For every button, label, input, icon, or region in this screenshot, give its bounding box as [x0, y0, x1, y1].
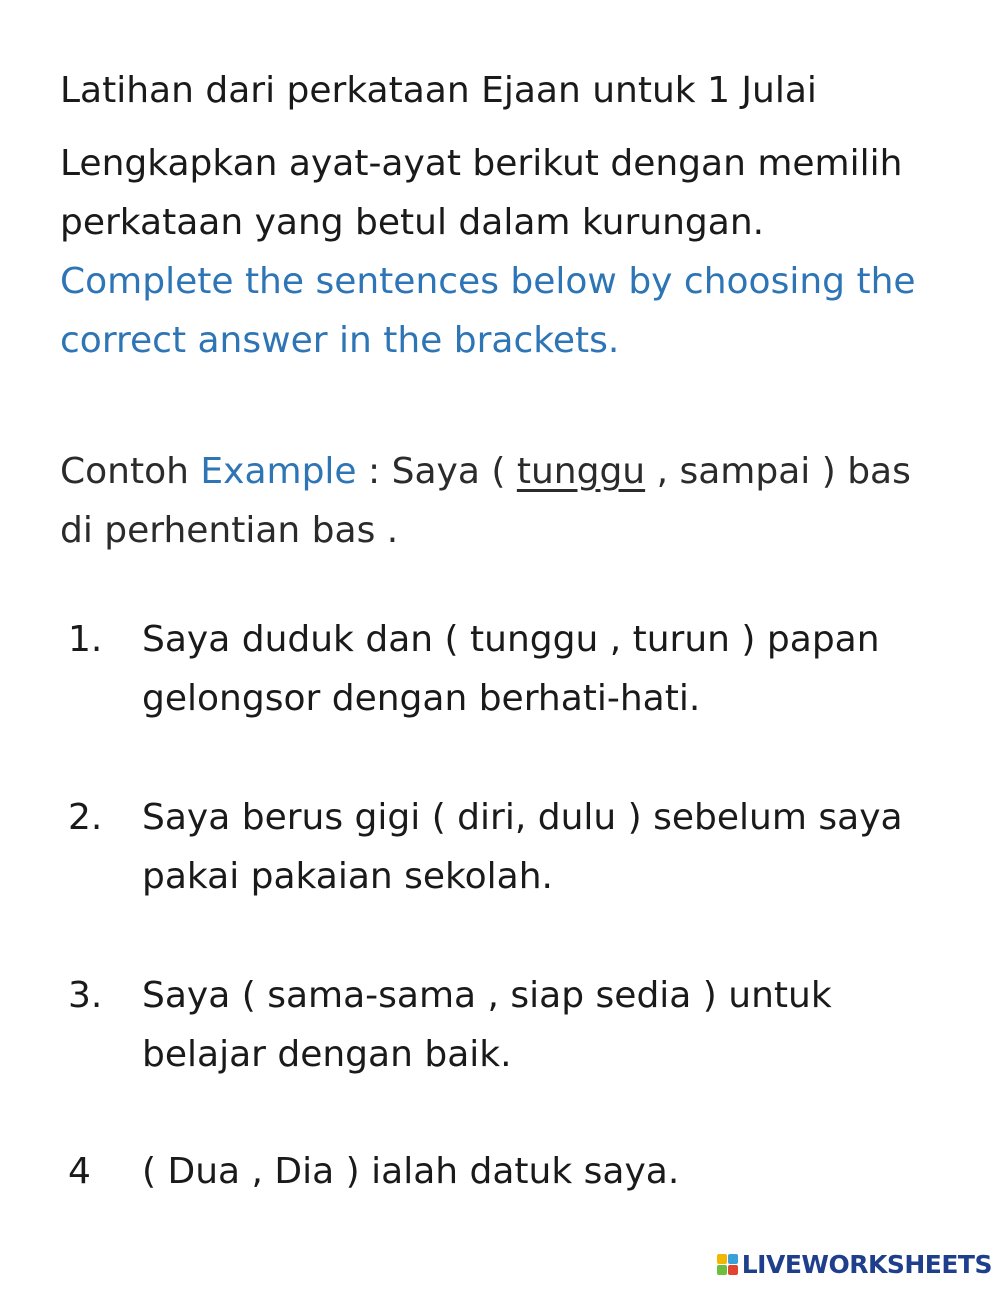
question-text: Saya berus gigi ( diri, dulu ) sebelum saya pakai pakaian sekolah.	[142, 797, 903, 897]
example-label-malay: Contoh	[60, 451, 189, 492]
example-after: , sampai ) bas di perhentian bas .	[60, 451, 911, 551]
instructions-malay: Lengkapkan ayat-ayat berikut dengan memilih perkataan yang betul dalam kurungan.	[60, 143, 903, 243]
logo-square	[717, 1265, 727, 1275]
question-text: ( Dua , Dia ) ialah datuk saya.	[142, 1151, 680, 1192]
example-label-english: Example	[200, 451, 357, 492]
logo-square	[728, 1254, 738, 1264]
example-answer: tunggu	[516, 451, 646, 492]
question-text: Saya duduk dan ( tunggu , turun ) papan gelongsor dengan berhati-hati.	[142, 619, 880, 719]
logo-square	[728, 1265, 738, 1275]
instructions-english: Complete the sentences below by choosing the correct answer in the brackets.	[60, 261, 916, 361]
question-number: 4	[68, 1151, 91, 1192]
question-number: 1.	[68, 619, 103, 660]
worksheet-title: Latihan dari perkataan Ejaan untuk 1 Julai	[60, 70, 817, 111]
logo-square	[717, 1254, 727, 1264]
instructions	[60, 134, 960, 370]
question-text: Saya ( sama-sama , siap sedia ) untuk belajar dengan baik.	[142, 975, 832, 1075]
example-before: Saya (	[391, 451, 506, 492]
example-colon: :	[368, 451, 381, 492]
question-number: 3.	[68, 975, 103, 1016]
question-number: 2.	[68, 797, 103, 838]
brand-text: LIVEWORKSHEETS	[741, 1250, 992, 1279]
liveworksheets-brand[interactable]	[717, 1250, 992, 1279]
example	[60, 442, 940, 560]
liveworksheets-logo-icon	[717, 1254, 738, 1275]
